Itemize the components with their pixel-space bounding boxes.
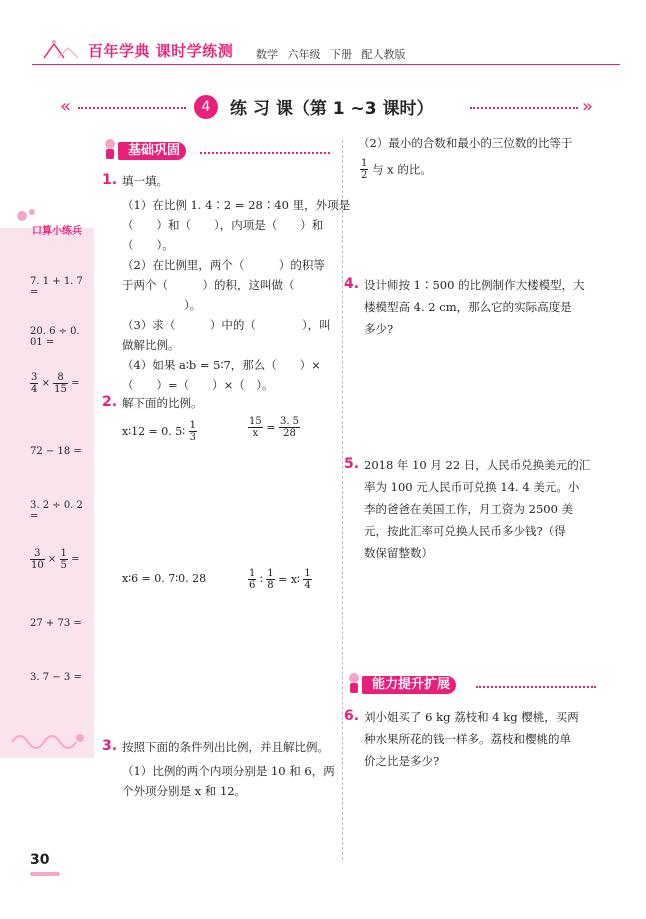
fraction-denominator: 4 — [31, 384, 38, 395]
equation-2 — [248, 416, 300, 439]
q3-line: 个外项分别是 x 和 12。 — [122, 784, 247, 798]
equals-sign: = — [266, 421, 276, 434]
girl-mascot-icon — [102, 138, 118, 160]
fraction-denominator: 4 — [304, 580, 311, 591]
q1-line: ）。 — [184, 298, 202, 312]
q1-line: （1）在比例 1. 4∶2 = 28∶40 里，外项是 — [122, 198, 351, 212]
question-number: 2. — [102, 394, 118, 410]
calc-item: 72 − 18 = — [30, 446, 82, 457]
calc-item-fraction — [30, 548, 79, 571]
q1-line: （3）求（ ）中的（ ），叫 — [122, 318, 331, 332]
q1-line: （4）如果 a∶b = 5∶7，那么（ ）× — [122, 358, 321, 372]
equation-text: = x∶ — [278, 573, 300, 586]
sidebar-tab — [10, 214, 92, 236]
calc-item-fraction — [30, 372, 79, 395]
q6-line: 种水果所花的钱一样多。荔枝和樱桃的单 — [364, 732, 571, 746]
q1-line: 做解比例。 — [122, 338, 180, 352]
swirl-ornament-icon — [8, 728, 88, 752]
page-number: 30 — [30, 852, 50, 868]
right-dotted-line — [470, 107, 578, 109]
q1-line: （2）在比例里，两个（ ）的积等 — [122, 258, 325, 272]
equation-3: x∶6 = 0. 7∶0. 28 — [122, 572, 207, 585]
equation-4 — [248, 568, 312, 591]
fraction-denominator: 3 — [189, 432, 197, 443]
girl-mascot-icon — [346, 672, 362, 694]
mental-math-sidebar — [0, 228, 94, 758]
question-title: 填一填。 — [122, 174, 168, 188]
house-ornament-icon — [40, 36, 80, 62]
fraction-numerator: 3 — [30, 548, 45, 560]
fraction-numerator: 3. 5 — [279, 416, 300, 427]
q1-cont-line-2 — [360, 158, 432, 181]
fraction-numerator: 1 — [267, 568, 274, 579]
equation-text: x∶12 = 0. 5∶ — [122, 425, 186, 438]
equation-1 — [122, 420, 197, 443]
q1-cont-text: 与 x 的比。 — [372, 162, 432, 177]
section-advanced-heading: 能力提升扩展 — [362, 676, 456, 694]
fraction-numerator: 1 — [304, 568, 311, 579]
q4-line: 设计师按 1∶500 的比例制作大楼模型，大 — [364, 278, 585, 292]
q1-line: （ ）。 — [122, 238, 174, 252]
question-number: 6. — [344, 708, 360, 724]
question-title: 解下面的比例。 — [122, 396, 203, 410]
operator: × — [41, 378, 50, 389]
question-number: 3. — [102, 738, 118, 754]
fraction-denominator: 2 — [361, 170, 368, 181]
column-divider — [342, 140, 343, 860]
fraction-denominator: x — [252, 428, 259, 439]
section-dotted-line — [200, 152, 330, 154]
q5-line: 元，按此汇率可兑换人民币多少钱?（得 — [364, 524, 566, 538]
lesson-title-bar — [60, 92, 600, 124]
question-number: 5. — [344, 456, 360, 472]
fraction-denominator: 6 — [249, 580, 256, 591]
fraction-denominator: 5 — [60, 560, 67, 571]
q4-line: 楼模型高 4. 2 cm，那么它的实际高度是 — [364, 300, 572, 314]
sidebar-title: 口算小练兵 — [32, 226, 82, 237]
q5-line: 李的爸爸在美国工作，月工资为 2500 美 — [364, 502, 574, 516]
q1-line: （ ）=（ ）×（ ）。 — [122, 378, 274, 392]
section-basic-heading: 基础巩固 — [118, 142, 186, 160]
q1-cont-line: （2）最小的合数和最小的三位数的比等于 — [358, 136, 573, 150]
book-subtitle: 数学 六年级 下册 配人教版 — [256, 48, 406, 61]
right-chevron-icon: » — [582, 96, 594, 117]
left-chevron-icon: « — [60, 96, 72, 117]
calc-item: 3. 7 − 3 = — [30, 672, 82, 683]
q5-line: 率为 100 元人民币可兑换 14. 4 美元。小 — [364, 480, 580, 494]
operator: × — [47, 554, 57, 565]
fraction-denominator: 15 — [54, 384, 67, 395]
q6-line: 价之比是多少? — [364, 754, 440, 768]
equals-sign: = — [71, 378, 80, 389]
q5-line: 数保留整数） — [364, 546, 433, 560]
q1-line: （ ）和（ ），内项是（ ）和 — [122, 218, 324, 232]
q6-line: 刘小姐买了 6 kg 荔枝和 4 kg 樱桃，买两 — [364, 710, 579, 724]
calc-item: 20. 6 ÷ 0. 01 = — [30, 326, 80, 348]
section-dotted-line — [476, 686, 596, 688]
q1-line: 于两个（ ）的积，这叫做（ — [122, 278, 295, 292]
fraction-numerator: 8 — [53, 372, 68, 384]
q4-line: 多少? — [364, 322, 394, 336]
page-number-underline — [30, 872, 60, 876]
question-number: 4. — [344, 276, 360, 292]
fraction-numerator: 1 — [60, 548, 67, 559]
brand-title: 百年学典 课时学练测 — [88, 42, 234, 60]
calc-item: 27 + 73 = — [30, 618, 82, 629]
fraction-numerator: 3 — [31, 372, 38, 383]
ratio-colon: ∶ — [259, 573, 263, 586]
fraction-numerator: 15 — [249, 416, 262, 427]
q3-line: （1）比例的两个内项分别是 10 和 6，两 — [122, 764, 335, 778]
lesson-number: 4 — [194, 95, 218, 119]
fraction-numerator: 1 — [361, 158, 368, 169]
fraction-denominator: 10 — [31, 560, 44, 571]
header-decoration — [40, 36, 80, 62]
question-title: 按照下面的条件列出比例，并且解比例。 — [122, 740, 329, 754]
equals-sign: = — [71, 554, 80, 565]
left-dotted-line — [78, 107, 186, 109]
lesson-title: 练 习 课（第 1 ~3 课时） — [230, 99, 434, 119]
fraction-denominator: 8 — [267, 580, 274, 591]
question-number: 1. — [102, 172, 118, 188]
fraction-denominator: 28 — [283, 428, 296, 439]
calc-item: 3. 2 ÷ 0. 2 = — [30, 500, 83, 522]
fraction-numerator: 1 — [249, 568, 256, 579]
calc-item: 7. 1 + 1. 7 = — [30, 276, 83, 298]
q5-line: 2018 年 10 月 22 日，人民币兑换美元的汇 — [364, 458, 591, 472]
fraction-numerator: 1 — [189, 420, 197, 431]
header-divider — [32, 64, 620, 65]
